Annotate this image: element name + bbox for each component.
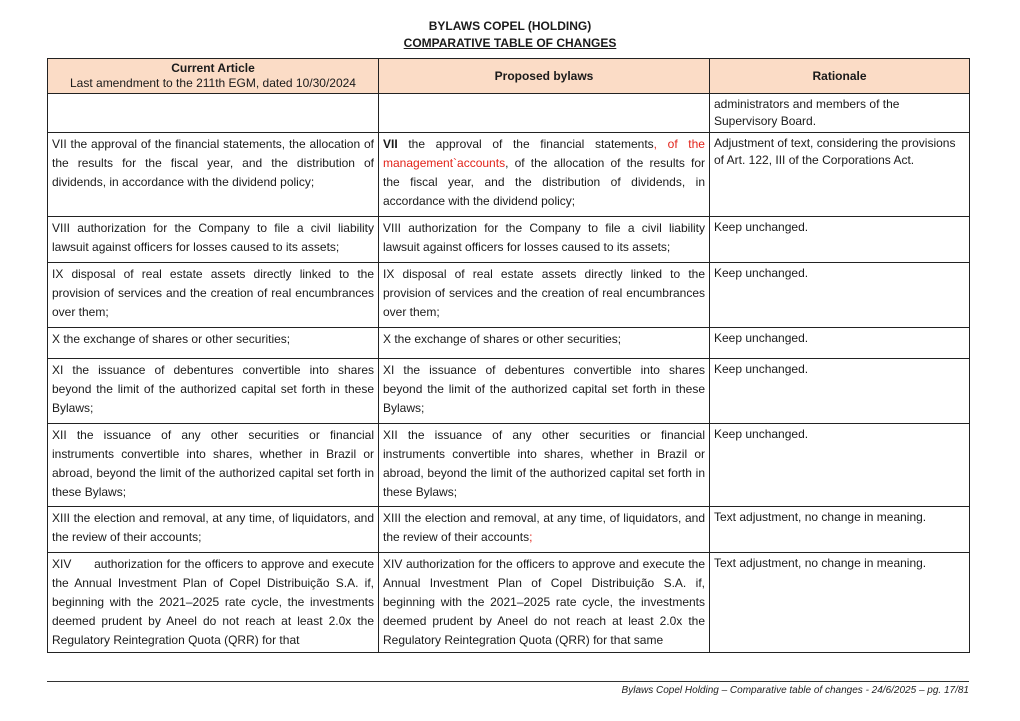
rationale-cell: Keep unchanged. <box>710 424 970 507</box>
current-cell: XIV authorization for the officers to approve and execute the Annual Investment Plan of Copel Distribuição S.A. if, beginning with the 2021–2025 rate cycle, the investments deemed prudent by Aneel do not reach at least 2.0x the Regulatory Reintegration Quota (QRR) for that <box>48 553 379 653</box>
current-cell: IX disposal of real estate assets directly linked to the provision of services and the creation of real encumbrances over them; <box>48 263 379 328</box>
rationale-cell: Keep unchanged. <box>710 217 970 263</box>
table-row <box>48 328 970 359</box>
current-cell: VIII authorization for the Company to file a civil liability lawsuit against officers for losses caused to its assets; <box>48 217 379 263</box>
proposed-text: , of the allocation of the results for the fiscal year, and the distribution of dividends, in accordance with the dividend policy; <box>383 156 705 208</box>
footer-divider <box>47 681 969 682</box>
current-cell <box>48 94 379 133</box>
table-row <box>48 359 970 424</box>
page-footer: Bylaws Copel Holding – Comparative table of changes - 24/6/2025 – pg. 17/81 <box>621 685 969 696</box>
table-row <box>48 553 970 653</box>
table-row <box>48 94 970 133</box>
rationale-cell: administrators and members of the Supervisory Board. <box>710 94 970 133</box>
rationale-cell: Keep unchanged. <box>710 328 970 359</box>
document-title: BYLAWS COPEL (HOLDING) <box>428 19 592 33</box>
proposed-cell: XIV authorization for the officers to approve and execute the Annual Investment Plan of Copel Distribuição S.A. if, beginning with the 2021–2025 rate cycle, the investments deemed prudent by Aneel do not reach at least 2.0x the Regulatory Reintegration Quota (QRR) for that same <box>379 553 710 653</box>
proposed-cell <box>379 94 710 133</box>
rationale-cell: Text adjustment, no change in meaning. <box>710 553 970 653</box>
comparative-table <box>47 58 970 653</box>
current-cell: X the exchange of shares or other securities; <box>48 328 379 359</box>
proposed-cell: VIII authorization for the Company to file a civil liability lawsuit against officers for losses caused to its assets; <box>379 217 710 263</box>
proposed-text: XIII the election and removal, at any time, of liquidators, and the review of their accounts <box>383 511 705 544</box>
proposed-item-number: VII <box>383 137 398 151</box>
column-header-proposed: Proposed bylaws <box>379 59 710 94</box>
proposed-cell <box>379 133 710 217</box>
table-row <box>48 217 970 263</box>
proposed-cell: IX disposal of real estate assets directly linked to the provision of services and the creation of real encumbrances over them; <box>379 263 710 328</box>
current-article-subtitle: Last amendment to the 211th EGM, dated 10/30/2024 <box>70 76 356 90</box>
table-row <box>48 133 970 217</box>
table-row <box>48 263 970 328</box>
proposed-text: the approval of the financial statements <box>397 137 654 151</box>
current-cell: XI the issuance of debentures convertible into shares beyond the limit of the authorized capital set forth in these Bylaws; <box>48 359 379 424</box>
table-header-row <box>48 59 970 94</box>
rationale-cell: Keep unchanged. <box>710 359 970 424</box>
rationale-cell: Adjustment of text, considering the provisions of Art. 122, III of the Corporations Act. <box>710 133 970 217</box>
proposed-cell: XI the issuance of debentures convertible into shares beyond the limit of the authorized capital set forth in these Bylaws; <box>379 359 710 424</box>
proposed-cell: X the exchange of shares or other securities; <box>379 328 710 359</box>
column-header-current <box>48 59 379 94</box>
rationale-cell: Keep unchanged. <box>710 263 970 328</box>
rationale-cell: Text adjustment, no change in meaning. <box>710 507 970 553</box>
current-article-title: Current Article <box>171 61 255 75</box>
proposed-cell <box>379 507 710 553</box>
current-cell: XII the issuance of any other securities or financial instruments convertible into shares, whether in Brazil or abroad, beyond the limit of the authorized capital set forth in these Bylaws; <box>48 424 379 507</box>
current-cell: VII the approval of the financial statements, the allocation of the results for the fiscal year, and the distribution of dividends, in accordance with the dividend policy; <box>48 133 379 217</box>
proposed-cell: XII the issuance of any other securities or financial instruments convertible into shares, whether in Brazil or abroad, beyond the limit of the authorized capital set forth in these Bylaws; <box>379 424 710 507</box>
proposed-added-text: ; <box>529 530 533 544</box>
proposed-added-text: , of the management`accounts <box>383 137 705 170</box>
document-subtitle: COMPARATIVE TABLE OF CHANGES <box>403 36 617 50</box>
table-row <box>48 507 970 553</box>
table-row <box>48 424 970 507</box>
column-header-rationale: Rationale <box>710 59 970 94</box>
current-cell: XIII the election and removal, at any time, of liquidators, and the review of their accounts; <box>48 507 379 553</box>
